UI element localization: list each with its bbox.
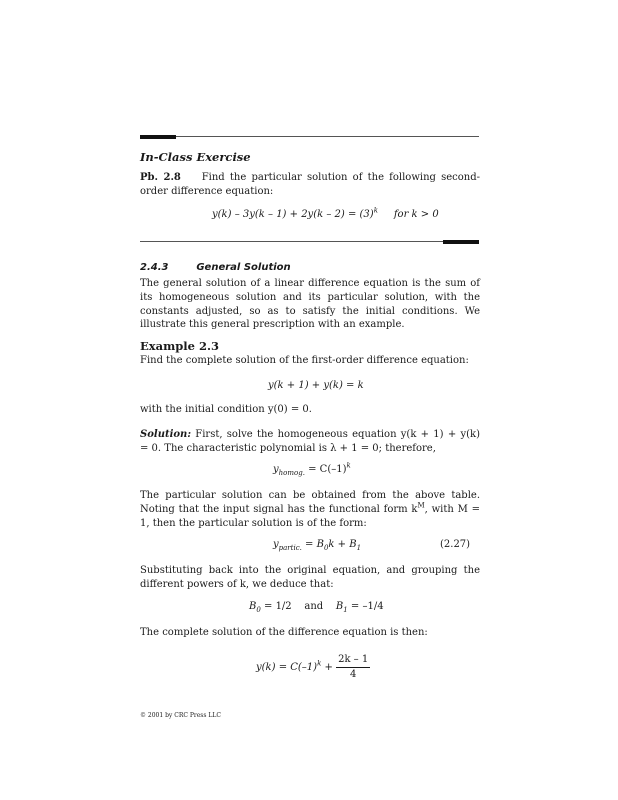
exercise-equation: $y(k) - 3y(k - 1) + 2y(k - 2) = (3)^k$ for k > 0 (212, 206, 439, 220)
bottom-rule (140, 241, 479, 242)
problem-statement (140, 171, 480, 199)
section-body: The general solution of a linear difference equation is the sum of its homogeneous solution and its particular solution, with the constants adjusted, so as to satisfy the initial conditions. We illustrate this general prescription with an example. (140, 278, 480, 331)
footer-copyright: © 2001 by CRC Press LLC (140, 712, 221, 719)
exercise-heading: In-Class Exercise (140, 150, 251, 164)
fraction: $\frac{2k - 1}{4}$ (338, 654, 369, 680)
initial-condition: with the initial condition y(0) = 0. (140, 404, 312, 415)
equation-number: (2.27) (440, 539, 471, 550)
example-equation: y(k + 1) + y(k) = k (268, 380, 364, 391)
example-heading: Example 2.3 (140, 339, 219, 353)
partic-equation: $y_{partic.} = B_0k + B_1$ (273, 539, 362, 552)
and-word: and (304, 601, 324, 612)
solution-label: Solution: (140, 429, 192, 440)
section-heading (140, 261, 291, 275)
particular-paragraph: The particular solution can be obtained from the above table. Noting that the input signal has the functional form $k^M$, with M = 1, then the particular solution is of the form: (140, 490, 480, 529)
problem-label: Pb. 2.8 (140, 172, 181, 183)
final-equation: $y(k) = C(-1)^k$ + $\frac{2k - 1}{4}$ (256, 654, 369, 680)
top-rule-tab (140, 135, 176, 139)
equation-condition: for k > 0 (393, 209, 439, 220)
problem-text: Find the particular solution of the following second-order difference equation: (140, 172, 481, 197)
substitute-paragraph: Substituting back into the original equation, and grouping the different powers of k, we deduce that: (140, 565, 480, 590)
solution-text: First, solve the homogeneous equation y(k + 1) + y(k) = 0. The characteristic polynomial is λ + 1 = 0; therefore, (140, 429, 480, 454)
homog-equation: $y_{homog.} = C(-1)^k$ (273, 461, 351, 477)
example-prompt: Find the complete solution of the first-order difference equation: (140, 355, 469, 366)
bottom-rule-tab (443, 240, 479, 244)
coefficients-equation: $B_0 = 1/2$ and $B_1 = -1/4$ (249, 601, 384, 614)
solution-paragraph (140, 428, 480, 456)
top-rule (140, 136, 479, 137)
section-number: 2.4.3 (140, 262, 169, 273)
complete-paragraph: The complete solution of the difference equation is then: (140, 627, 428, 638)
section-title: General Solution (196, 262, 291, 273)
